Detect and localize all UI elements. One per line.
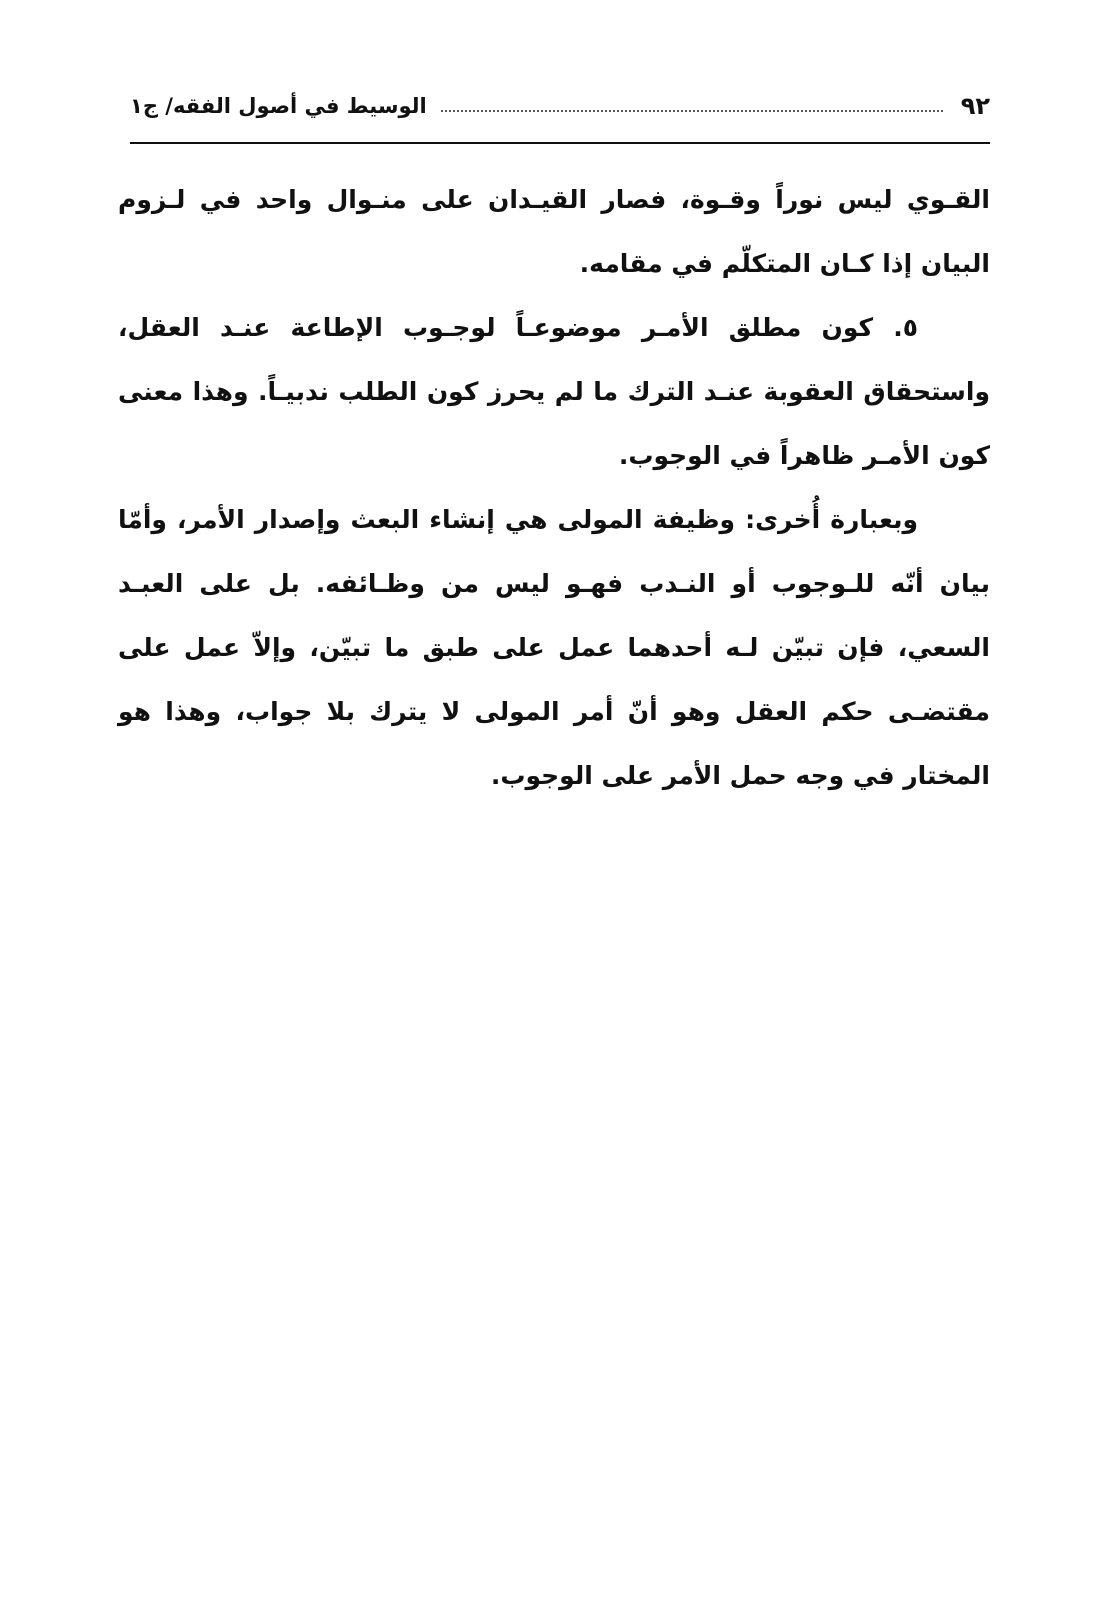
page-body [118,168,990,808]
paragraph-point-5: ٥. كون مطلق الأمـر موضوعـاً لوجـوب الإطاعة عنـد العقل، واستحقاق العقوبة عنـد الترك ما لم يحرز كون الطلب ندبيـاً. وهذا معنى كون الأمـر ظاهراً في الوجوب. [118,313,990,470]
paragraph-continuation: القـوي ليس نوراً وقـوة، فصار القيـدان على منـوال واحد في لـزوم البيان إذا كـان المتكلّم في مقامه. [118,185,990,278]
page-number: ٩٢ [960,92,990,120]
header-divider [130,142,990,144]
running-header [130,84,990,128]
paragraph-in-other-words: وبعبارة أُخرى: وظيفة المولى هي إنشاء البعث وإصدار الأمر، وأمّا بيان أنّه للـوجوب أو النـدب فهـو ليس من وظـائفه. بل على العبـد السعي، فإن تبيّن لـه أحدهما عمل على طبق ما تبيّن، وإلاّ عمل على مقتضـى حكم العقل وهو أنّ أمر المولى لا يترك بلا جواب، وهذا هو المختار في وجه حمل الأمر على الوجوب. [118,505,990,790]
book-title: الوسيط في أصول الفقه/ ج١ [130,94,427,118]
header-dot-leader [441,110,943,112]
